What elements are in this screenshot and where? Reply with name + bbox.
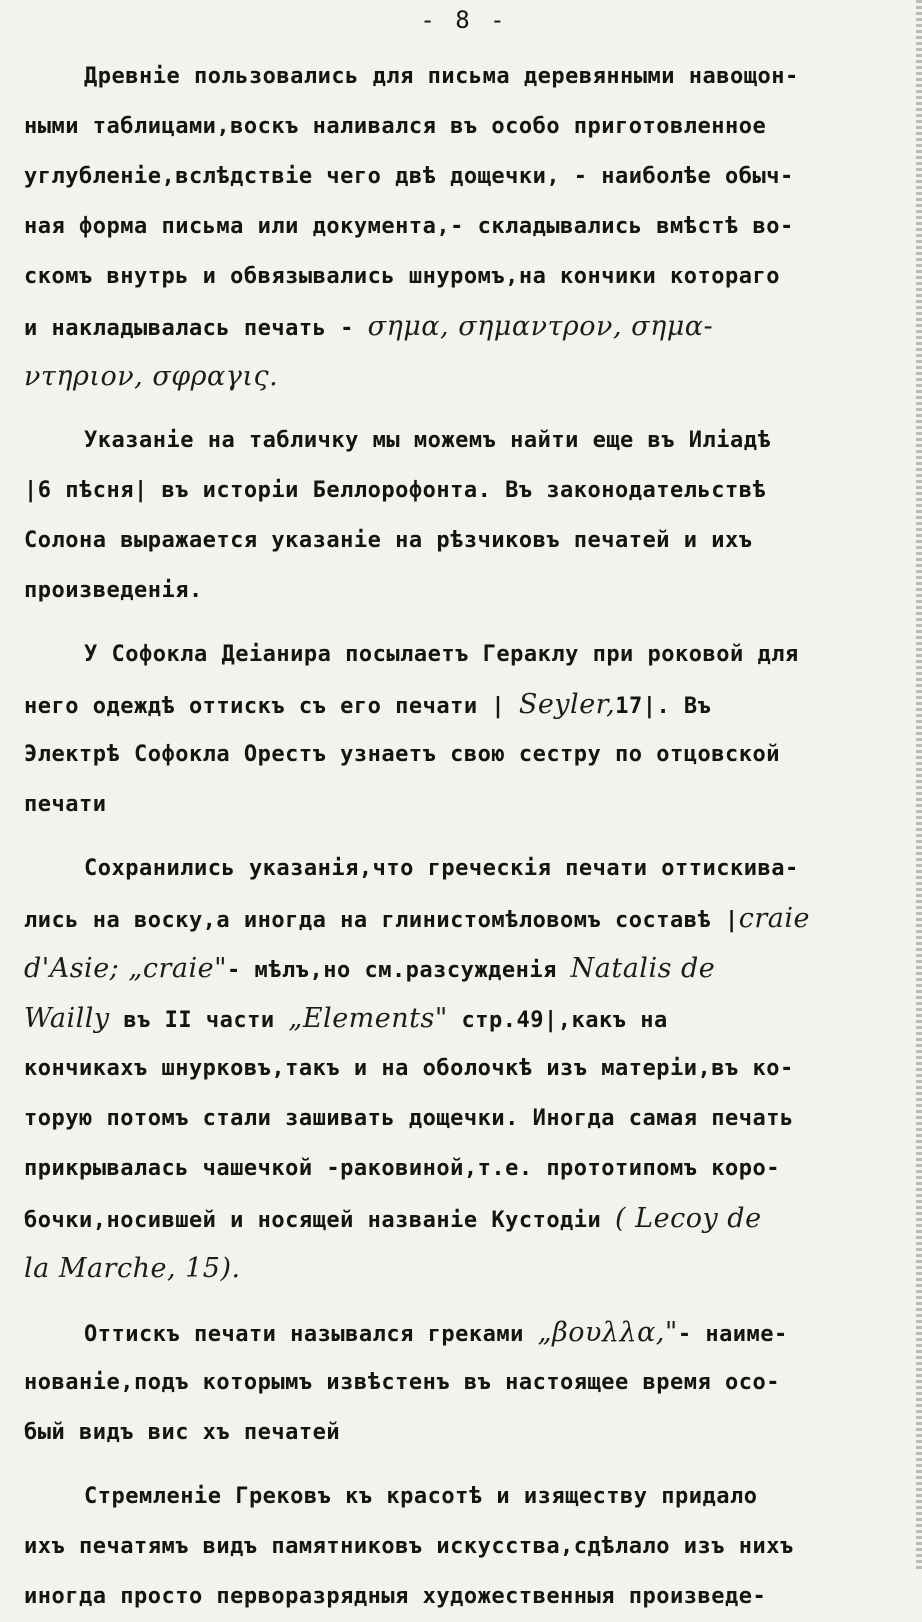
text-line [24,1358,904,1408]
text-line [24,52,904,102]
text-line [24,1522,904,1572]
text-line [24,1194,904,1244]
handwritten-insert: „βουλλα," [537,1317,678,1348]
text-line [24,1144,904,1194]
text-line [24,1044,904,1094]
paragraph [24,52,904,402]
typed-text: бочки,носившей и носящей названіе Кустодіи [24,1208,616,1233]
page-number: - 8 - [420,6,508,34]
typed-text: иногда просто перворазрядныя художественныя произведе- [24,1584,767,1609]
paragraph [24,416,904,616]
typed-text: бый видъ вис хъ печатей [24,1420,341,1445]
typed-text: ная форма письма или документа,- складывались вмѣстѣ во- [24,214,794,239]
text-line [24,516,904,566]
text-line [24,944,904,994]
typed-text: торую потомъ стали зашивать дощечки. Иногда самая печать [24,1106,794,1131]
text-line [24,1244,904,1294]
typed-text: - наиме- [677,1322,788,1347]
text-line [24,894,904,944]
typed-text: него одеждѣ оттискъ съ его печати | [24,694,519,719]
text-line [24,1572,904,1622]
paragraph [24,630,904,830]
typed-text: Электрѣ Софокла Орестъ узнаетъ свою сестру по отцовской [24,742,780,767]
body-text [24,52,904,1622]
paragraph [24,844,904,1294]
text-line [24,844,904,894]
typed-text: ихъ печатямъ видъ памятниковъ искусства,сдѣлало изъ нихъ [24,1534,794,1559]
handwritten-insert: ντηριον, σφραγις. [24,361,279,392]
paragraph [24,1472,904,1622]
text-line [24,994,904,1044]
typed-text: - мѣлъ,но см.разсужденія [227,958,571,983]
typed-text: скомъ внутрь и обвязывались шнуромъ,на кончики котораго [24,264,780,289]
handwritten-insert: d'Asie; „craie" [24,953,227,984]
typed-text: лись на воску,а иногда на глинистомѣловомъ составѣ | [24,908,739,933]
text-line [24,1472,904,1522]
handwritten-insert: Seyler, [518,689,616,720]
typed-text: 17|. Въ [615,694,712,719]
text-line [24,202,904,252]
text-line [24,730,904,780]
typed-text: и накладывалась печать - [24,316,368,341]
typed-text: Солона выражается указаніе на рѣзчиковъ печатей и ихъ [24,528,753,553]
text-line [24,352,904,402]
handwritten-insert: σημα, σημαντρον, σημα- [367,311,714,342]
text-line [24,566,904,616]
text-line [24,780,904,830]
text-line [24,1408,904,1458]
typed-text: |6 пѣсня| въ исторіи Беллорофонта. Въ законодательствѣ [24,478,767,503]
handwritten-insert: Natalis de [570,953,716,984]
text-line [24,416,904,466]
typed-text: нованіе,подъ которымъ извѣстенъ въ настоящее время осо- [24,1370,780,1395]
text-line [24,466,904,516]
handwritten-insert: Wailly [24,1003,110,1034]
handwritten-insert: craie [738,903,810,934]
typed-text: углубленіе,вслѣдствіе чего двѣ дощечки, - наиболѣе обыч- [24,164,794,189]
handwritten-insert: „Elements" [288,1003,448,1034]
text-line [24,102,904,152]
text-line [24,252,904,302]
typed-text: въ II части [109,1008,289,1033]
typed-text: Древніе пользовались для письма деревянными навощон- [84,64,799,89]
typed-text: произведенія. [24,578,203,603]
typed-text: стр.49|,какъ на [447,1008,668,1033]
typed-text: Стремленіе Грековъ къ красотѣ и изяществу придало [84,1484,758,1509]
typed-text: Оттискъ печати назывался греками [84,1322,538,1347]
typed-text: печати [24,792,107,817]
text-line [24,680,904,730]
text-line [24,152,904,202]
typed-text: кончикахъ шнурковъ,такъ и на оболочкѣ изъ матеріи,въ ко- [24,1056,794,1081]
typed-text: прикрывалась чашечкой -раковиной,т.е. прототипомъ коро- [24,1156,780,1181]
handwritten-insert: la Marche, 15). [24,1253,241,1284]
text-line [24,630,904,680]
page-edge [916,0,922,1572]
typed-text: ными таблицами,воскъ наливался въ особо приготовленное [24,114,767,139]
text-line [24,1094,904,1144]
handwritten-insert: ( Lecoy de [615,1203,762,1234]
paragraph [24,1308,904,1458]
typed-text: У Софокла Деіанира посылаетъ Гераклу при роковой для [84,642,799,667]
text-line [24,302,904,352]
text-line [24,1308,904,1358]
typed-text: Указаніе на табличку мы можемъ найти еще въ Иліадѣ [84,428,772,453]
typed-text: Сохранились указанія,что греческія печати оттискива- [84,856,799,881]
